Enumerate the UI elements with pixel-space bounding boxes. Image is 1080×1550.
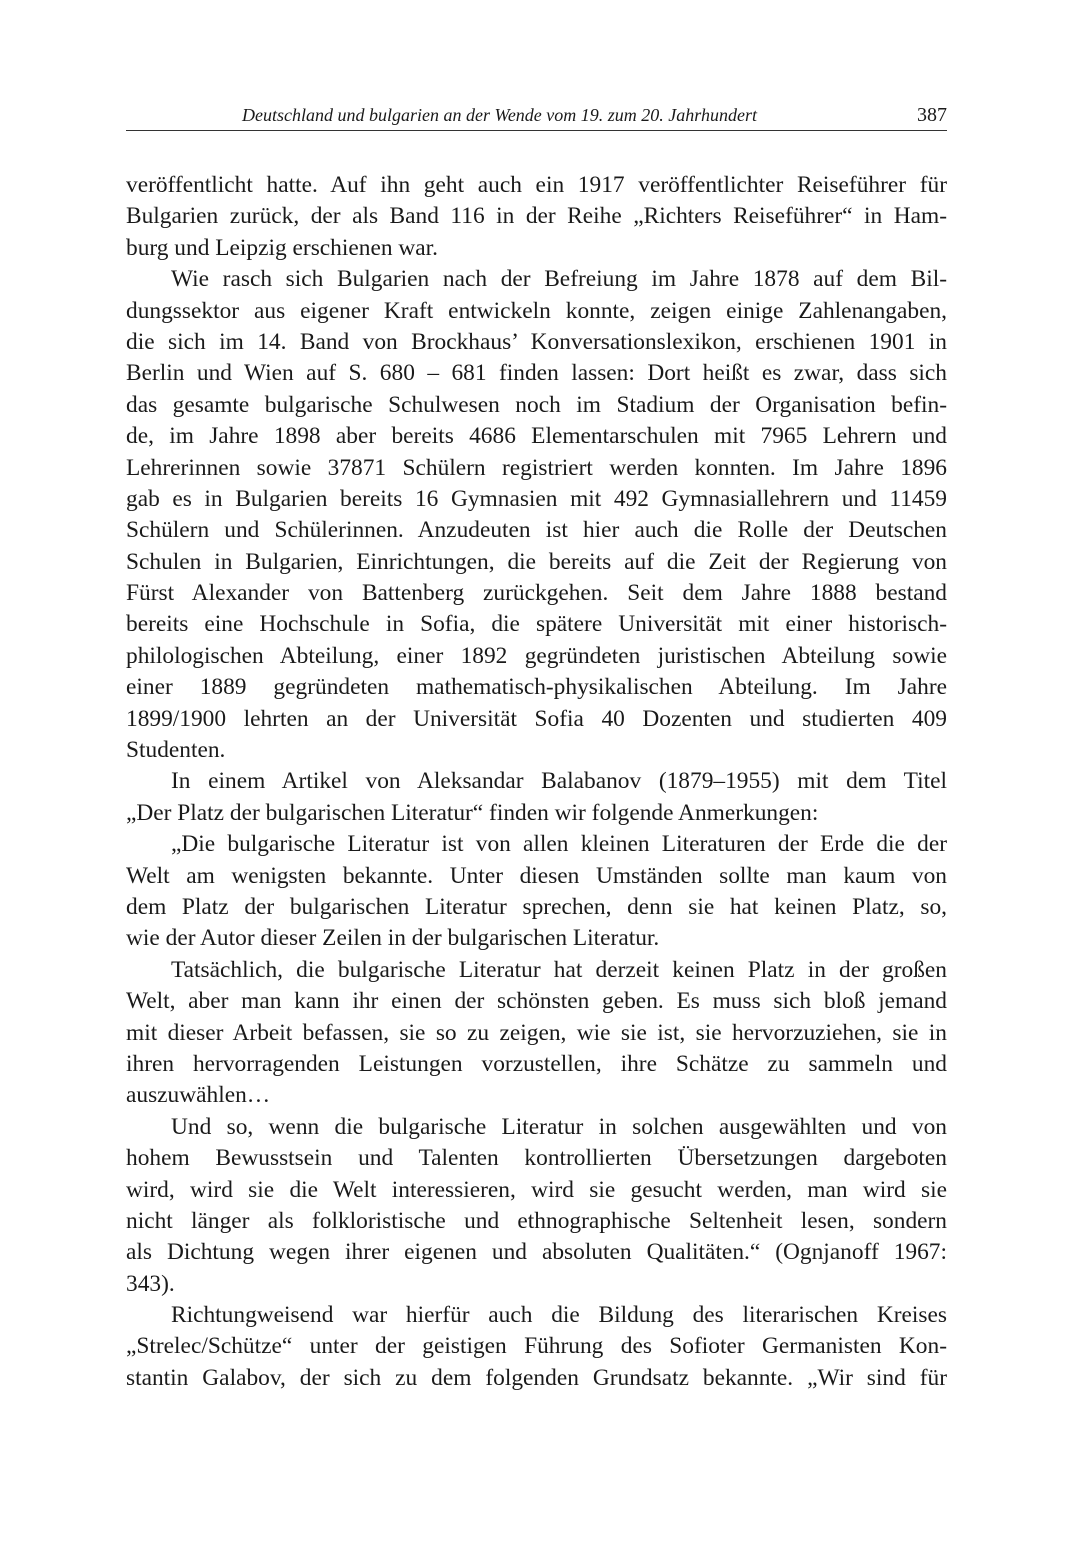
text-line: philologischen Abteilung, einer 1892 gegründeten juristischen Abteilung sowie: [126, 642, 947, 669]
text-line: hohem Bewusstsein und Talenten kontrollierten Übersetzungen dargeboten: [126, 1145, 947, 1172]
text-line: 343).: [126, 1270, 175, 1297]
text-line: „Die bulgarische Literatur ist von allen kleinen Literaturen der Erde die der: [171, 831, 947, 858]
text-line: Bulgarien zurück, der als Band 116 in der Reihe „Richters Reiseführer“ in Ham-: [126, 203, 947, 230]
text-line: Welt am wenigsten bekannte. Unter diesen Umständen sollte man kaum von: [126, 862, 947, 889]
text-line: dem Platz der bulgarischen Literatur sprechen, denn sie hat keinen Platz, so,: [126, 893, 947, 920]
text-line: Berlin und Wien auf S. 680 – 681 finden lassen: Dort heißt es zwar, dass sich: [126, 360, 947, 387]
text-line: „Der Platz der bulgarischen Literatur“ finden wir folgende Anmerkungen:: [126, 799, 819, 826]
text-line: dungssektor aus eigener Kraft entwickeln konnte, zeigen einige Zahlenangaben,: [126, 297, 947, 324]
text-line: ihren hervorragenden Leistungen vorzustellen, ihre Schätze zu sammeln und: [126, 1050, 947, 1077]
text-line: wie der Autor dieser Zeilen in der bulgarischen Literatur.: [126, 925, 660, 952]
text-line: 1899/1900 lehrten an der Universität Sofia 40 Dozenten und studierten 409: [126, 705, 947, 732]
text-line: einer 1889 gegründeten mathematisch-physikalischen Abteilung. Im Jahre: [126, 674, 947, 701]
text-line: das gesamte bulgarische Schulwesen noch im Stadium der Organisation befin-: [126, 391, 947, 418]
text-line: de, im Jahre 1898 aber bereits 4686 Elementarschulen mit 7965 Lehrern und: [126, 423, 947, 450]
text-line: nicht länger als folkloristische und ethnographische Seltenheit lesen, sondern: [126, 1207, 947, 1234]
text-line: bereits eine Hochschule in Sofia, die spätere Universität mit einer historisch-: [126, 611, 947, 638]
text-line: Lehrerinnen sowie 37871 Schülern registriert werden konnten. Im Jahre 1896: [126, 454, 947, 481]
text-line: In einem Artikel von Aleksandar Balabanov (1879–1955) mit dem Titel: [171, 768, 947, 795]
text-line: „Strelec/Schütze“ unter der geistigen Führung des Sofioter Germanisten Kon-: [126, 1333, 947, 1360]
text-line: gab es in Bulgarien bereits 16 Gymnasien mit 492 Gymnasiallehrern und 11459: [126, 485, 947, 512]
text-line: mit dieser Arbeit befassen, sie so zu zeigen, wie sie ist, sie hervorzuziehen, sie in: [126, 1019, 947, 1046]
text-line: die sich im 14. Band von Brockhaus’ Konversationslexikon, erschienen 1901 in: [126, 328, 947, 355]
page-number: 387: [917, 104, 947, 126]
body-text: [126, 170, 947, 1394]
text-line: Schülern und Schülerinnen. Anzudeuten ist hier auch die Rolle der Deutschen: [126, 517, 947, 544]
text-line: Und so, wenn die bulgarische Literatur in solchen ausgewählten und von: [171, 1113, 947, 1140]
text-line: Schulen in Bulgarien, Einrichtungen, die bereits auf die Zeit der Regierung von: [126, 548, 947, 575]
text-line: Tatsächlich, die bulgarische Literatur hat derzeit keinen Platz in der großen: [171, 956, 947, 983]
text-line: stantin Galabov, der sich zu dem folgenden Grundsatz bekannte. „Wir sind für: [126, 1364, 947, 1391]
text-line: wird, wird sie die Welt interessieren, wird sie gesucht werden, man wird sie: [126, 1176, 947, 1203]
text-line: Welt, aber man kann ihr einen der schönsten geben. Es muss sich bloß jemand: [126, 988, 947, 1015]
text-line: als Dichtung wegen ihrer eigenen und absoluten Qualitäten.“ (Ognjanoff 1967:: [126, 1239, 947, 1266]
text-line: burg und Leipzig erschienen war.: [126, 234, 438, 261]
text-line: Wie rasch sich Bulgarien nach der Befreiung im Jahre 1878 auf dem Bil-: [171, 266, 947, 293]
text-line: veröffentlicht hatte. Auf ihn geht auch ein 1917 veröffentlichter Reiseführer für: [126, 172, 947, 198]
text-line: Richtungweisend war hierfür auch die Bildung des literarischen Kreises: [171, 1302, 947, 1329]
running-header: [126, 104, 947, 131]
running-title: Deutschland und bulgarien an der Wende vom 19. zum 20. Jahrhundert: [242, 105, 757, 125]
text-line: Fürst Alexander von Battenberg zurückgehen. Seit dem Jahre 1888 bestand: [126, 580, 947, 607]
text-line: auszuwählen…: [126, 1082, 271, 1109]
text-line: Studenten.: [126, 737, 226, 764]
